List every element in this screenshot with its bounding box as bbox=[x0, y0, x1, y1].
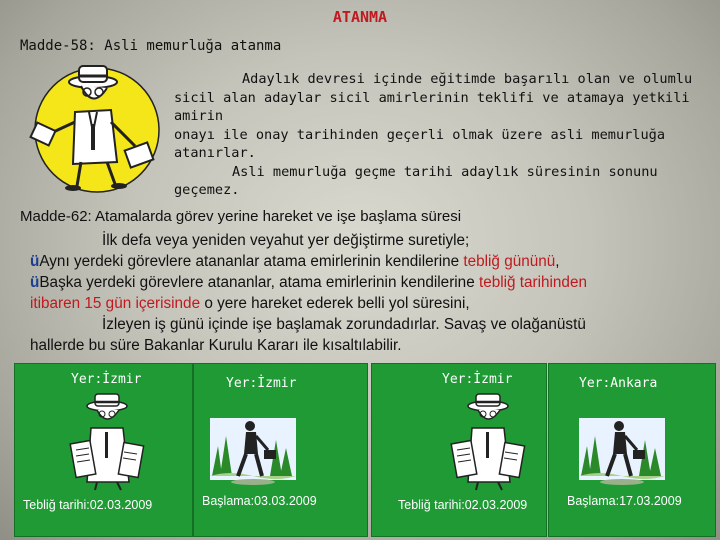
panel-footer: Başlama:17.03.2009 bbox=[567, 494, 682, 508]
clerk-with-documents-icon bbox=[67, 392, 145, 492]
highlight-red: itibaren 15 gün içerisinde bbox=[30, 295, 201, 312]
example-panel-1 bbox=[14, 363, 193, 537]
slide-title: ATANMA bbox=[332, 8, 388, 26]
panel-location: Yer:İzmir bbox=[226, 376, 297, 391]
madde-58-text bbox=[174, 70, 704, 200]
check-bullet-icon: ü bbox=[30, 274, 40, 291]
panel-location: Yer:İzmir bbox=[442, 372, 513, 387]
example-panel-3 bbox=[371, 363, 547, 537]
text-line: İzleyen iş günü içinde işe başlamak zorundadırlar. Savaş ve olağanüstü bbox=[102, 316, 586, 333]
text-line: atanırlar. bbox=[174, 145, 256, 161]
text-line: onayı ile onay tarihinden geçerli olmak üzere asli memurluğa bbox=[174, 126, 666, 143]
text-line: sicil alan adaylar sicil amirlerinin teklifi ve atamaya yetkili amirin bbox=[174, 89, 690, 124]
highlight-red: tebliğ gününü bbox=[463, 253, 556, 270]
walking-businessman-icon bbox=[210, 406, 296, 488]
panel-location: Yer:İzmir bbox=[71, 372, 142, 387]
example-panel-4 bbox=[548, 363, 716, 537]
bullet-other-place: üBaşka yerdeki görevlere atananlar, atama emirlerinin kendilerine tebliğ tarihinden bbox=[30, 274, 587, 291]
clerk-with-documents-icon bbox=[448, 392, 526, 492]
text-line: İlk defa veya yeniden veyahut yer değiştirme suretiyle; bbox=[102, 232, 470, 249]
example-panel-2 bbox=[193, 363, 368, 537]
bullet-same-place: üAynı yerdeki görevlere atananlar atama emirlerinin kendilerine tebliğ gününü, bbox=[30, 253, 560, 270]
panel-footer: Tebliğ tarihi:02.03.2009 bbox=[23, 498, 153, 512]
check-bullet-icon: ü bbox=[30, 253, 40, 270]
madde-58-heading: Madde-58: Asli memurluğa atanma bbox=[20, 38, 282, 54]
text-line: hallerde bu süre Bakanlar Kurulu Kararı ile kısaltılabilir. bbox=[30, 337, 402, 354]
text-line: itibaren 15 gün içerisinde o yere hareket ederek belli yol süresini, bbox=[30, 295, 470, 312]
panel-footer: Başlama:03.03.2009 bbox=[202, 494, 317, 508]
madde-62-heading: Madde-62: Atamalarda görev yerine hareket ve işe başlama süresi bbox=[20, 208, 462, 225]
madde-62-text bbox=[30, 230, 700, 356]
walking-businessman-icon bbox=[579, 406, 665, 488]
clerk-with-briefcase-icon bbox=[27, 62, 167, 194]
highlight-red: tebliğ tarihinden bbox=[478, 274, 587, 291]
panel-location: Yer:Ankara bbox=[579, 376, 658, 391]
text-line: Asli memurluğa geçme tarihi adaylık süresinin sonunu bbox=[232, 163, 658, 180]
text-line: Adaylık devresi içinde eğitimde başarılı olan ve olumlu bbox=[242, 71, 693, 87]
panel-footer: Tebliğ tarihi:02.03.2009 bbox=[398, 498, 528, 512]
text-line: geçemez. bbox=[174, 182, 240, 198]
